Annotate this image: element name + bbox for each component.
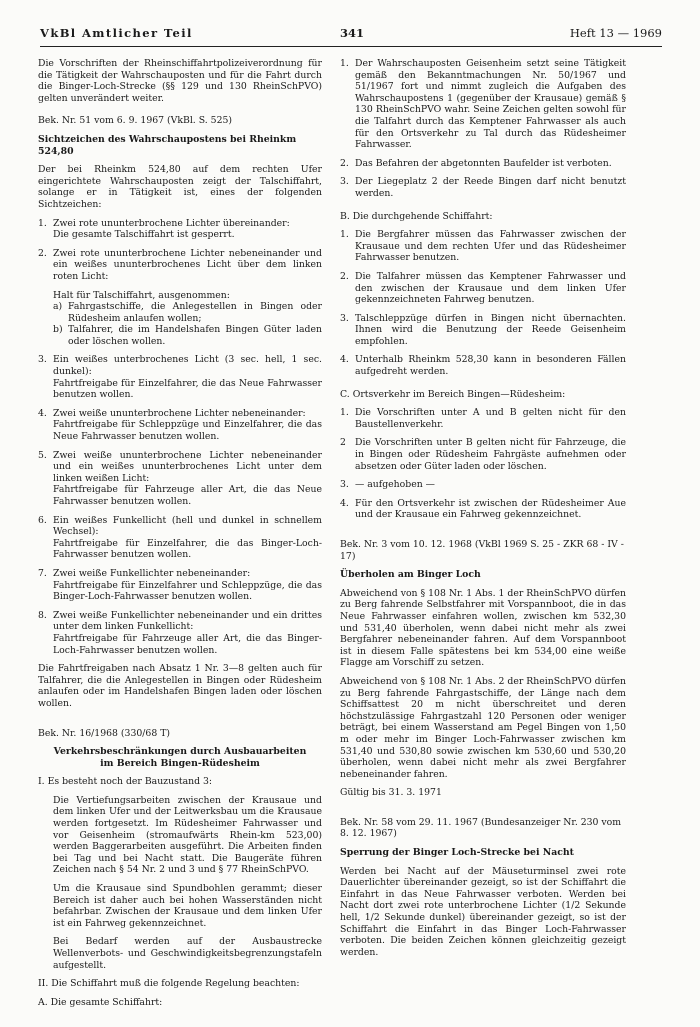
validity-note: Gültig bis 31. 3. 1971 bbox=[340, 787, 442, 799]
list-item: 3. Der Liegeplatz 2 der Reede Bingen darf nicht benutzt werden. bbox=[340, 176, 626, 199]
announcement-ref: Bek. Nr. 3 vom 10. 12. 1968 (VkBl 1969 S. 25 - ZKR 68 - IV - 17) bbox=[340, 539, 624, 562]
list-item-note: Die gesamte Talschiffahrt ist gesperrt. bbox=[53, 229, 235, 241]
list-item: 4. Zwei weiße ununterbrochene Lichter nebeneinander: bbox=[38, 407, 306, 419]
paragraph: Abweichend von § 108 Nr. 1 Abs. 2 der RheinSchPVO dürfen zu Berg fahrende Fahrgastschiffe, der Länge nach dem Schiffsattest 20 m nicht überschreitet und deren höchstzulässige Fahrgastzahl 120 Personen oder weniger beträgt, bei einem Wasserstand am Pegel Bingen von 1,50 m oder mehr im Binger Loch-Fahrwasser zwischen km 531,40 und 530,80 sowie zwischen km 530,60 und 530,20 überholen, wenn dabei nicht mehr als zwei Bergfahrer nebeneinander fahren. bbox=[340, 675, 626, 780]
section-heading: I. Es besteht noch der Bauzustand 3: bbox=[38, 776, 213, 788]
list-item: 5. Zwei weiße ununterbrochene Lichter nebeneinander und ein weißes ununterbrochenes Licht unter dem linken weißen Licht: bbox=[38, 449, 322, 484]
section-title: Sichtzeichen des Wahrschaupostens bei Rheinkm 524,80 bbox=[38, 133, 297, 157]
section-heading: II. Die Schiffahrt muß die folgende Regelung beachten: bbox=[38, 978, 300, 990]
list-item: 4. Unterhalb Rheinkm 528,30 kann in besonderen Fällen aufgedreht werden. bbox=[340, 354, 626, 378]
list-item-note: Fahrtfreigabe für Fahrzeuge aller Art, die das Binger-Loch-Fahrwasser benutzen wollen. bbox=[53, 632, 322, 656]
section-title: Sperrung der Binger Loch-Strecke bei Nacht bbox=[340, 847, 574, 859]
sub-list-item: b) Talfahrer, die im Handelshafen Bingen Güter laden oder löschen wollen. bbox=[53, 324, 322, 347]
page-header bbox=[40, 26, 662, 42]
paragraph: Abweichend von § 108 Nr. 1 Abs. 1 der RheinSchPVO dürfen zu Berg fahrende Selbstfahrer mit Vorspannboot, die in das Neue Fahrwasser einfahren wollen, zwischen km 532,30 und 531,40 überholen, wenn dabei nicht mehr als zwei Bergfahrer nebeneinander fahren. Auf dem Vorspannboot ist in diesem Falle spätestens bei km 534,00 eine weiße Flagge am Vorschiff zu setzen. bbox=[340, 587, 626, 669]
list-item: 2. Zwei rote ununterbrochene Lichter nebeneinander und ein weißes ununterbrochenes Licht über dem linken roten Licht: bbox=[38, 247, 322, 282]
paragraph: Die Vertiefungsarbeiten zwischen der Krausaue und dem linken Ufer und der Leitwerksbau um die Krausaue werden fortgesetzt. Im Rüdesheimer Fahrwasser und vor Geisenheim (stromaufwärts Rhein-km 523,00) werden Baggerarbeiten ausgeführt. Die Arbeiten finden bei Tag und bei Nacht statt. Die Baugeräte führen Zeichen nach § 54 Nr. 2 und 3 und § 77 RheinSchPVO. bbox=[53, 794, 322, 876]
section-title: Überholen am Binger Loch bbox=[340, 569, 481, 581]
paragraph: Um die Krausaue sind Spundbohlen gerammt; dieser Bereich ist daher auch bei hohen Wasserständen nicht befahrbar. Zwischen der Krausaue und dem linken Ufer ist ein Fahrweg gekennzeichnet. bbox=[53, 883, 322, 929]
list-item-note: Fahrtfreigabe für Einzelfahrer, die das Binger-Loch-Fahrwasser benutzen wollen. bbox=[53, 537, 322, 561]
sub-list-item: a) Fahrgastschiffe, die Anlegestellen in Bingen oder Rüdesheim anlaufen wollen; bbox=[53, 301, 322, 324]
list-item: 2 Die Vorschriften unter B gelten nicht für Fahrzeuge, die in Bingen oder Rüdesheim Fahrgäste aufnehmen oder absetzen oder Güter laden oder löschen. bbox=[340, 437, 626, 472]
right-column bbox=[340, 58, 626, 958]
list-item: 1. Zwei rote ununterbrochene Lichter übereinander: bbox=[38, 217, 290, 229]
section-heading: B. Die durchgehende Schiffahrt: bbox=[340, 210, 493, 222]
list-item: 3. — aufgehoben — bbox=[340, 479, 435, 491]
paragraph: Bei Bedarf werden auf der Ausbaustrecke Wellenverbots- und Geschwindigkeitsbegrenzungstafeln aufgestellt. bbox=[53, 936, 322, 971]
list-item-note: Fahrtfreigabe für Einzelfahrer, die das Neue Fahrwasser benutzen wollen. bbox=[53, 377, 322, 401]
list-item: 6. Ein weißes Funkellicht (hell und dunkel in schnellem Wechsel): bbox=[38, 514, 322, 538]
paragraph: Die Fahrtfreigaben nach Absatz 1 Nr. 3—8 gelten auch für Talfahrer, die die Anlegestellen in Bingen oder Rüdesheim anlaufen oder im Handelshafen Bingen laden oder löschen wollen. bbox=[38, 663, 322, 709]
journal-title: VkBl Amtlicher Teil bbox=[40, 26, 193, 40]
list-item: 3. Ein weißes unterbrochenes Licht (3 sec. hell, 1 sec. dunkel): bbox=[38, 354, 322, 378]
page-number: 341 bbox=[340, 26, 365, 40]
list-item-note: Fahrtfreigabe für Fahrzeuge aller Art, die das Neue Fahrwasser benutzen wollen. bbox=[53, 484, 322, 507]
list-item: 1. Der Wahrschauposten Geisenheim setzt seine Tätigkeit gemäß den Bekanntmachungen Nr. 50/1967 und 51/1967 fort und nimmt zugleich die Aufgaben des Wahrschaupostens 1 (gegenüber der Krausaue) gemäß § 130 RheinSchPVO wahr. Seine Zeichen gelten sowohl für die Talfahrt durch das Kemptener Fahrwasser als auch für den Ortsverkehr zu Tal durch das Rüdesheimer Fahrwasser. bbox=[340, 58, 626, 151]
announcement-ref: Bek. Nr. 51 vom 6. 9. 1967 (VkBl. S. 525) bbox=[38, 115, 233, 127]
issue-label: Heft 13 — 1969 bbox=[569, 26, 662, 40]
section-title: Verkehrsbeschränkungen durch Ausbauarbeiten bbox=[53, 746, 307, 758]
announcement-ref: Bek. Nr. 16/1968 (330/68 T) bbox=[38, 727, 171, 739]
list-item: 8. Zwei weiße Funkellichter nebeneinander und ein drittes unter dem linken Funkellicht: bbox=[38, 609, 322, 633]
announcement-ref: Bek. Nr. 58 vom 29. 11. 1967 (Bundesanzeiger Nr. 230 vom 8. 12. 1967) bbox=[340, 816, 622, 840]
section-heading: C. Ortsverkehr im Bereich Bingen—Rüdesheim: bbox=[340, 388, 566, 400]
list-item-note: Fahrtfreigabe für Einzelfahrer und Schleppzüge, die das Binger-Loch-Fahrwasser benutzen wollen. bbox=[53, 579, 322, 603]
header-rule bbox=[40, 46, 662, 47]
list-item: 4. Für den Ortsverkehr ist zwischen der Rüdesheimer Aue und der Krausaue ein Fahrweg gekennzeichnet. bbox=[340, 497, 626, 521]
paragraph: Der bei Rheinkm 524,80 auf dem rechten Ufer eingerichtete Wahrschauposten zeigt der Talschiffahrt, solange er in Tätigkeit ist, eines der folgenden Sichtzeichen: bbox=[38, 164, 322, 210]
list-item: 1. Die Vorschriften unter A und B gelten nicht für den Baustellenverkehr. bbox=[340, 407, 626, 430]
list-item-note: Fahrtfreigabe für Schleppzüge und Einzelfahrer, die das Neue Fahrwasser benutzen wollen. bbox=[53, 419, 322, 443]
list-item: 1. Die Bergfahrer müssen das Fahrwasser zwischen der Krausaue und dem rechten Ufer und das Rüdesheimer Fahrwasser benutzen. bbox=[340, 229, 626, 264]
intro-paragraph: Die Vorschriften der Rheinschiffahrtpolizeiverordnung für die Tätigkeit der Wahrschauposten und für die Fahrt durch die Binger-Loch-Strecke (§§ 129 und 130 RheinSchPVO) gelten unverändert weiter. bbox=[38, 58, 322, 104]
list-item-note: Halt für Talschiffahrt, ausgenommen: bbox=[53, 289, 230, 301]
left-column bbox=[38, 58, 322, 1008]
section-subtitle: im Bereich Bingen-Rüdesheim bbox=[100, 757, 260, 769]
paragraph: Werden bei Nacht auf der Mäuseturminsel zwei rote Dauerlichter übereinander gezeigt, so ist der Schiffahrt die Einfahrt in das Neue Fahrwasser verboten. Werden bei Nacht dort zwei rote unterbrochene Lichter (1/2 Sekunde hell, 1/2 Sekunde dunkel) übereinander gezeigt, so ist der Schiffahrt die Einfahrt in das Binger Loch-Fahrwasser verboten. Die beiden Zeichen können gleichzeitig gezeigt werden. bbox=[340, 865, 626, 958]
list-item: 7. Zwei weiße Funkellichter nebeneinander: bbox=[38, 567, 251, 579]
section-heading: A. Die gesamte Schiffahrt: bbox=[38, 996, 163, 1008]
list-item: 2. Die Talfahrer müssen das Kemptener Fahrwasser und den zwischen der Krausaue und dem linken Ufer gekennzeichneten Fahrweg benutzen. bbox=[340, 270, 626, 306]
list-item: 3. Talschleppzüge dürfen in Bingen nicht übernachten. Ihnen wird die Benutzung der Reede Geisenheim empfohlen. bbox=[340, 312, 626, 347]
list-item: 2. Das Befahren der abgetonnten Baufelder ist verboten. bbox=[340, 157, 612, 169]
